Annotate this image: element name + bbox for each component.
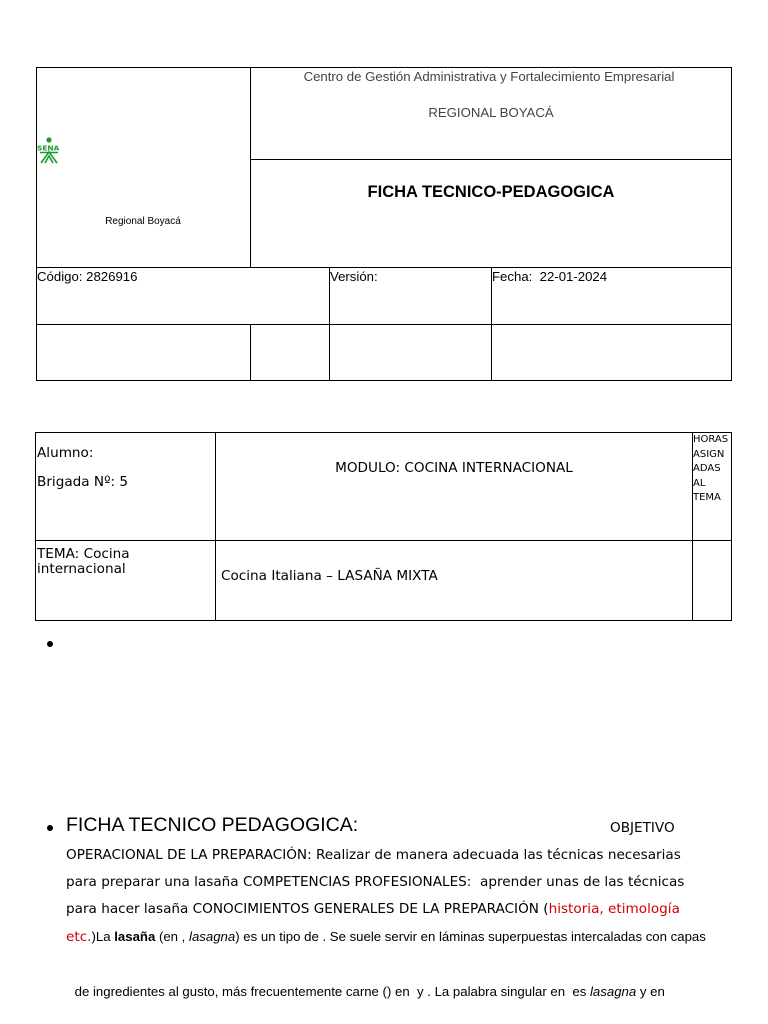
- empty-bullet: [47, 641, 53, 647]
- alumno-label: Alumno:: [37, 445, 94, 461]
- codigo-label: Código: 2826916: [37, 269, 138, 284]
- lasagna-term: lasagna: [590, 984, 637, 999]
- horas-asignadas-label: [693, 433, 733, 506]
- heading-bullet: [47, 825, 53, 831]
- brigada-label: Brigada Nº: 5: [37, 474, 129, 490]
- body-line-3: [66, 896, 680, 923]
- body-text: de ingredientes al gusto, más frecuentemente carne () en y . La palabra singular en es: [74, 984, 590, 999]
- fecha-label: Fecha: 22-01-2024: [492, 269, 608, 284]
- lasana-term: lasaña: [114, 929, 156, 944]
- body-line-5: [66, 951, 665, 1006]
- horas-line: ASIGN: [693, 448, 725, 460]
- institution-name: Centro de Gestión Administrativa y Fortalecimiento Empresarial: [303, 69, 675, 84]
- sena-logo: [37, 137, 65, 165]
- horas-line: TEMA: [693, 492, 721, 503]
- body-line-2: para preparar una lasaña COMPETENCIAS PROFESIONALES: aprender unas de las técnicas: [66, 874, 685, 890]
- modulo-label: MODULO: COCINA INTERNACIONAL: [335, 460, 573, 476]
- horas-line: HORAS: [693, 434, 729, 445]
- tema-line: TEMA: Cocina: [37, 546, 130, 562]
- page-title: FICHA TECNICO-PEDAGOGICA: [367, 183, 615, 201]
- regional-right: REGIONAL BOYACÁ: [428, 105, 554, 120]
- body-text: ) es un tipo de . Se suele servir en láminas superpuestas intercaladas con capas: [235, 929, 706, 944]
- version-label: Versión:: [330, 269, 378, 284]
- body-text: y en: [636, 984, 665, 999]
- lasagna-term: lasagna: [189, 929, 236, 944]
- body-line-1: OPERACIONAL DE LA PREPARACIÓN: Realizar de manera adecuada las técnicas necesarias: [66, 847, 681, 863]
- horas-line: ADAS: [693, 463, 721, 474]
- objetivo-label: OBJETIVO: [610, 820, 675, 836]
- body-text: para hacer lasaña CONOCIMIENTOS GENERALES DE LA PREPARACIÓN (: [66, 901, 549, 917]
- etymology-link[interactable]: historia, etimología: [548, 901, 680, 917]
- tema-value: Cocina Italiana – LASAÑA MIXTA: [221, 568, 438, 584]
- body-line-4: [66, 923, 706, 951]
- body-text: )La: [91, 929, 115, 944]
- tema-line: internacional: [37, 561, 126, 577]
- content-heading: FICHA TECNICO PEDAGOGICA:: [66, 814, 359, 836]
- body-text: (en ,: [155, 929, 190, 944]
- etc-link[interactable]: etc.: [66, 929, 92, 945]
- horas-line: AL: [693, 477, 706, 489]
- regional-left: Regional Boyacá: [105, 216, 181, 227]
- tema-label: [37, 547, 130, 577]
- logo-text: SENA: [37, 143, 60, 153]
